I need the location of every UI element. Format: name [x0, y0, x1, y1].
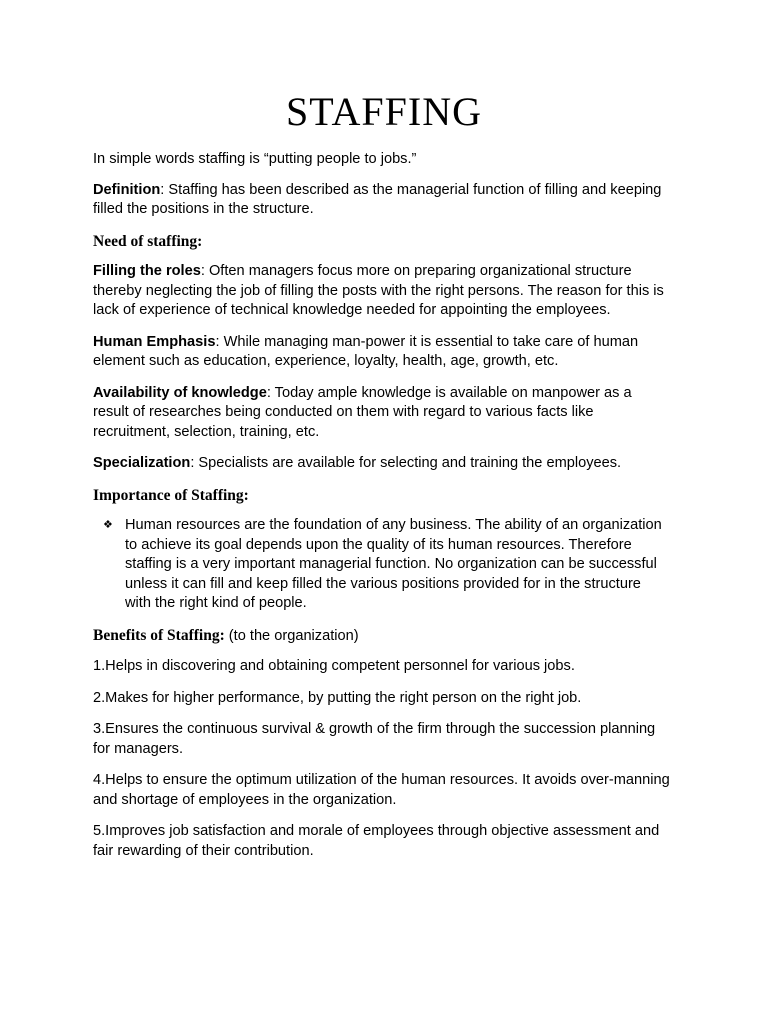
- benefit-item: 5.Improves job satisfaction and morale of employees through objective assessment and fair rewarding of their contribution.: [93, 823, 660, 859]
- need-item-text: : Specialists are available for selecting and training the employees.: [190, 455, 622, 471]
- need-heading: Need of staffing:: [93, 232, 203, 250]
- benefits-heading: [93, 626, 670, 647]
- benefits-heading-title: Benefits of Staffing:: [93, 626, 225, 644]
- importance-bullet: [93, 516, 670, 614]
- document-body: [93, 150, 670, 873]
- definition-term: Definition: [93, 181, 161, 198]
- need-item-term: Filling the roles: [93, 263, 201, 279]
- need-item: [93, 262, 670, 321]
- benefit-item: 3.Ensures the continuous survival & growth of the firm through the succession planning for managers.: [93, 721, 656, 757]
- need-item: [93, 333, 670, 372]
- benefit-item: 4.Helps to ensure the optimum utilization of the human resources. It avoids over-manning and shortage of employees in the organization.: [93, 772, 670, 808]
- definition-text: : Staffing has been described as the managerial function of filling and keeping filled the positions in the structure.: [93, 181, 662, 217]
- importance-bullet-text: Human resources are the foundation of any business. The ability of an organization to achieve its goal depends upon the quality of its human resources. Therefore staffing is a very important managerial function. No organization can be successful unless it can fill and keep filled the various positions provided for in the structure with the right kind of people.: [125, 517, 662, 611]
- need-item: [93, 384, 670, 443]
- need-item: [93, 454, 670, 474]
- importance-heading: Importance of Staffing:: [93, 486, 249, 504]
- need-item-term: Specialization: [93, 455, 191, 471]
- page-title: STAFFING: [286, 89, 482, 134]
- need-item-term: Availability of knowledge: [93, 384, 267, 401]
- need-item-term: Human Emphasis: [93, 333, 216, 350]
- intro-paragraph: In simple words staffing is “putting people to jobs.”: [93, 151, 417, 167]
- benefits-heading-suffix: (to the organization): [224, 627, 359, 644]
- need-item-text: : Today ample knowledge is available on manpower as a result of researches being conducted on them with regard to various facts like recruitment, selection, training, etc.: [93, 384, 632, 440]
- definition-paragraph: [93, 181, 670, 220]
- need-item-text: : While managing man-power it is essential to take care of human element such as education, experience, loyalty, health, age, growth, etc.: [93, 333, 639, 369]
- diamond-bullet-icon: ❖: [103, 519, 113, 531]
- benefit-item: 2.Makes for higher performance, by putting the right person on the right job.: [93, 689, 582, 706]
- need-item-text: : Often managers focus more on preparing organizational structure thereby neglecting the job of filling the posts with the right persons. The reason for this is lack of experience of technical knowledge needed for appointing the employees.: [93, 263, 664, 318]
- benefit-item: 1.Helps in discovering and obtaining competent personnel for various jobs.: [93, 658, 575, 674]
